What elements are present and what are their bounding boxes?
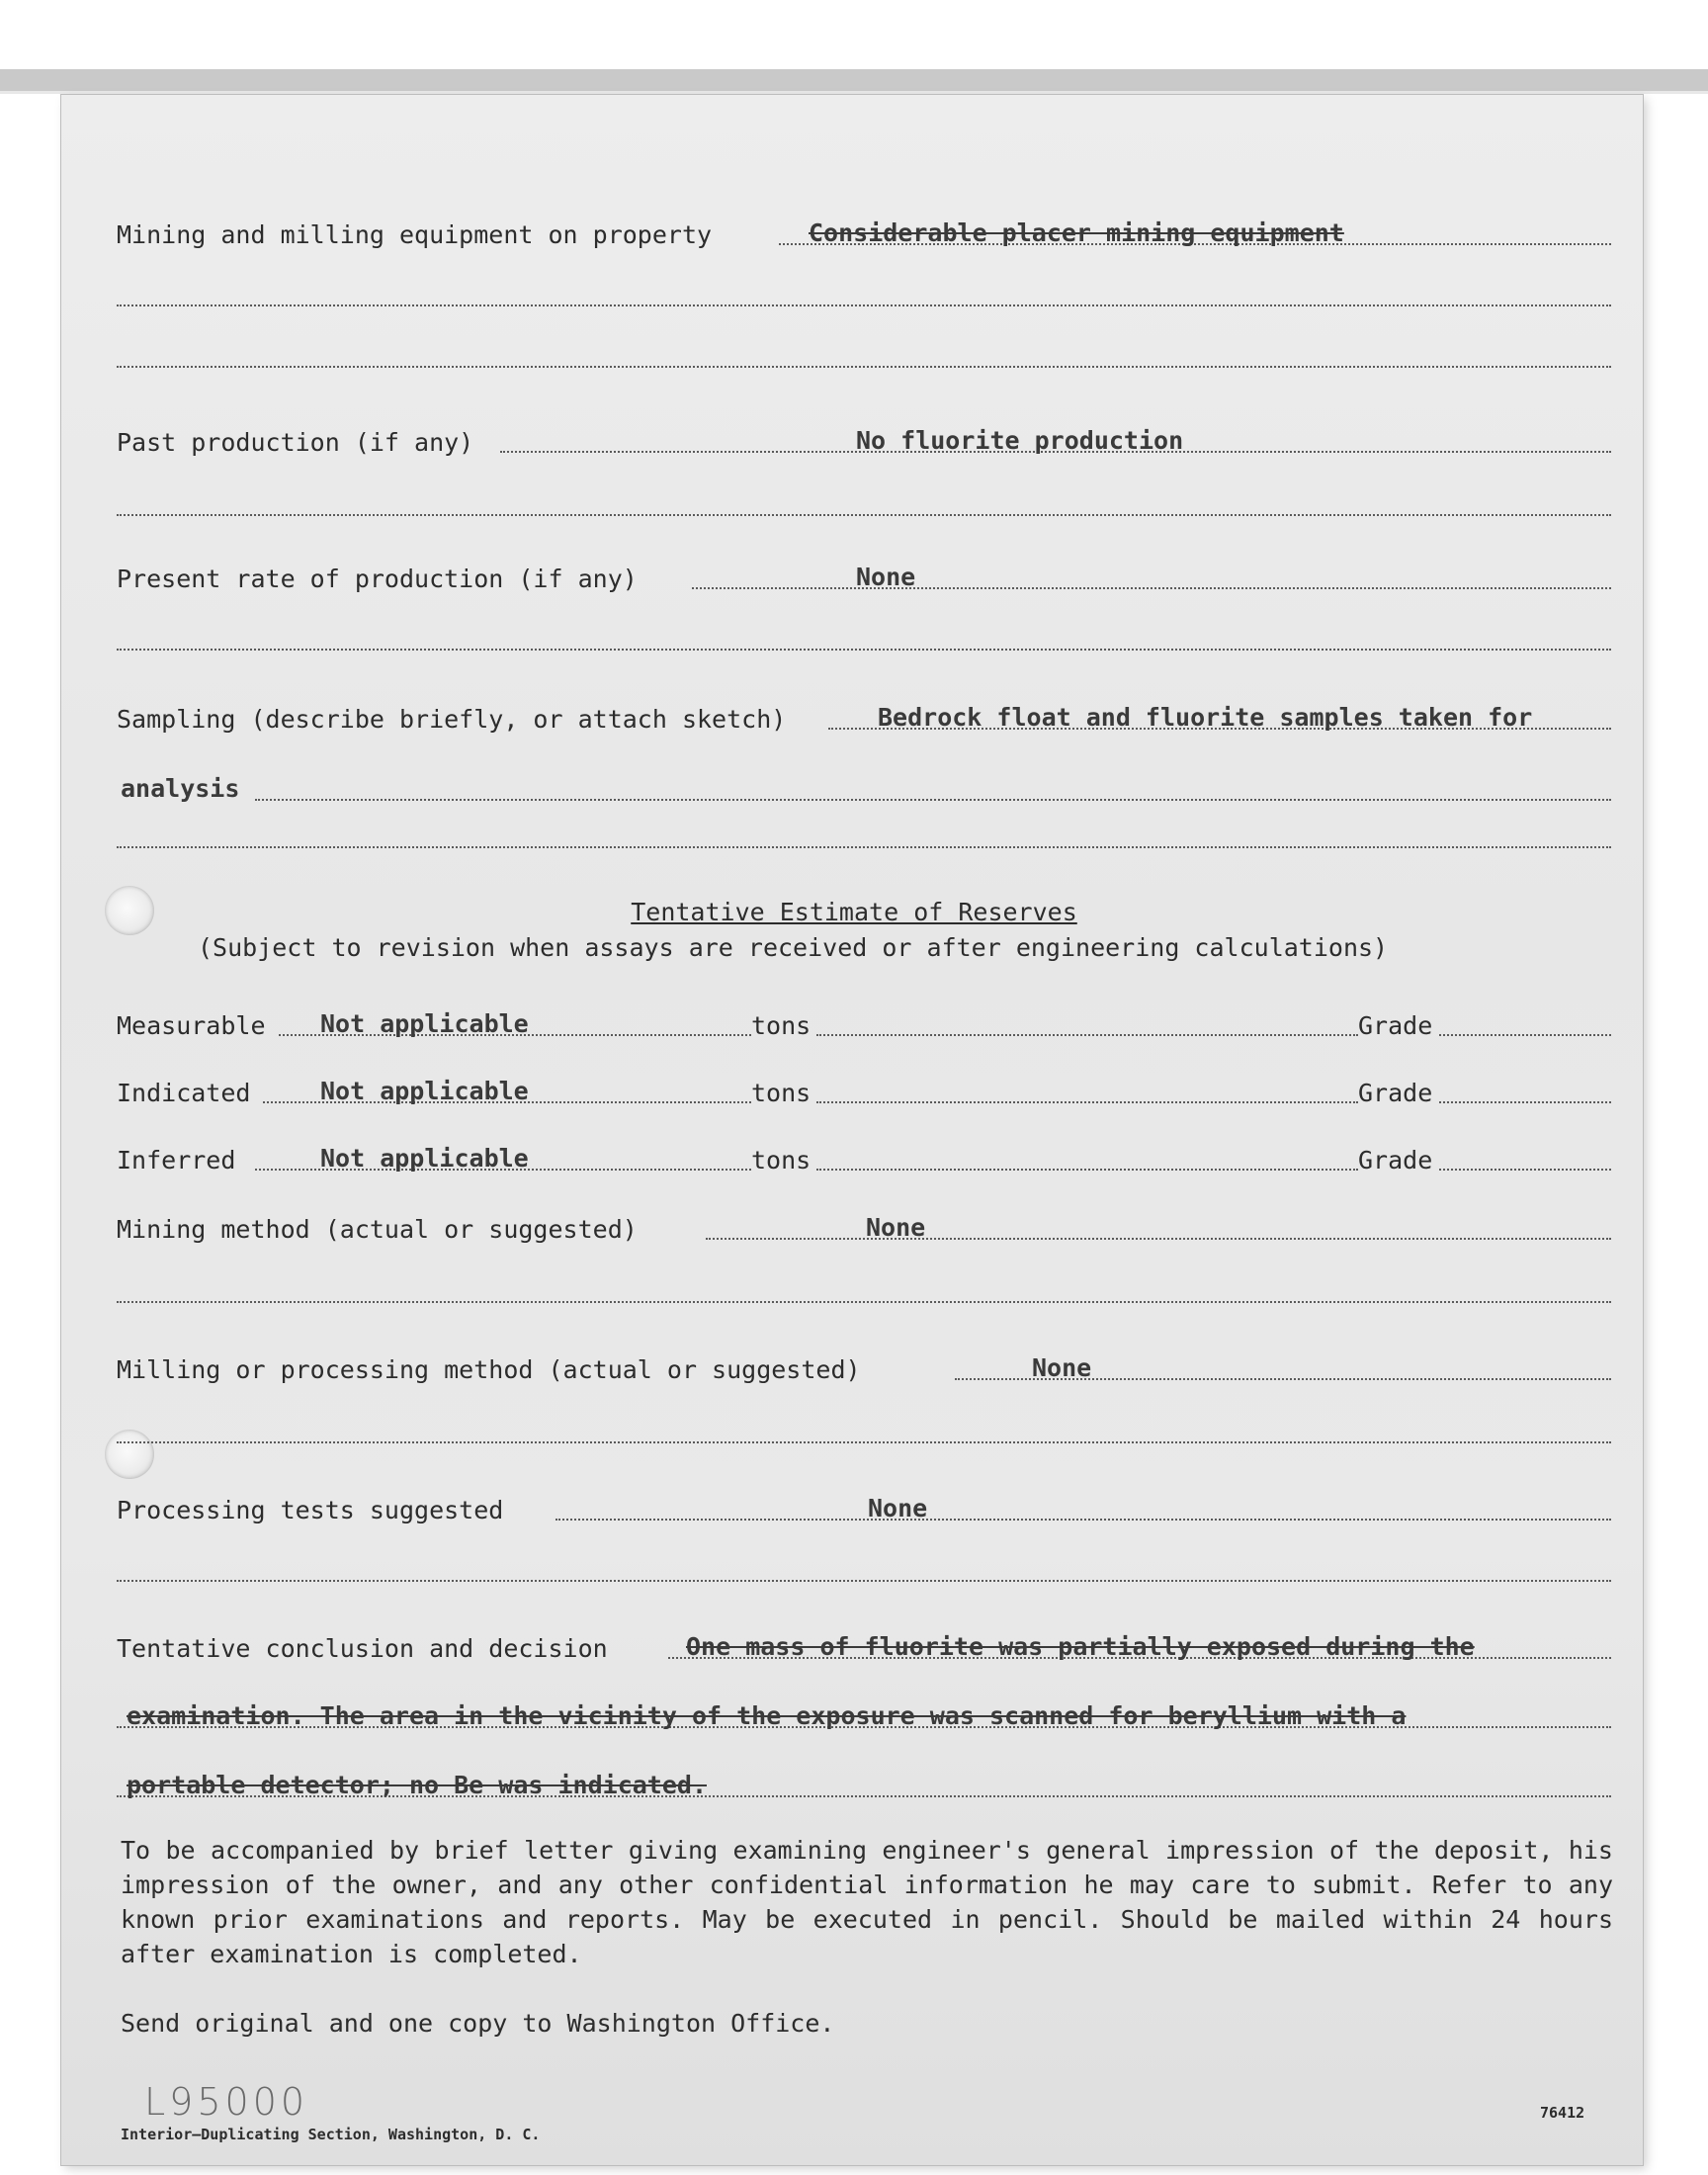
past-production-row: [117, 415, 1611, 461]
equipment-label: Mining and milling equipment on property: [117, 220, 713, 249]
conclusion-row: [117, 1621, 1611, 1667]
reserve-tons-measurable: tons: [751, 1011, 811, 1040]
reserve-label-measurable: Measurable: [117, 1011, 266, 1040]
mining-method-label: Mining method (actual or suggested): [117, 1215, 638, 1244]
handwritten-number: L95000: [144, 2080, 309, 2124]
reserve-value-measurable: Not applicable: [320, 1009, 529, 1038]
processing-tests-value: None: [868, 1494, 928, 1522]
conclusion-row-3: [117, 1760, 1611, 1805]
past-production-label: Past production (if any): [117, 428, 474, 457]
reserve-grade-measurable: Grade: [1358, 1011, 1433, 1040]
scanner-top-band: [0, 69, 1708, 91]
conclusion-label: Tentative conclusion and decision: [117, 1634, 608, 1663]
present-rate-label: Present rate of production (if any): [117, 565, 638, 593]
reserve-grade-inferred: Grade: [1358, 1146, 1433, 1174]
reserve-row-indicated: [117, 1066, 1611, 1111]
processing-tests-blank-line: [117, 1580, 1611, 1582]
milling-method-label: Milling or processing method (actual or suggested): [117, 1355, 861, 1384]
mining-method-blank-line: [117, 1301, 1611, 1303]
reserve-label-indicated: Indicated: [117, 1079, 251, 1107]
processing-tests-dotted-line: [555, 1519, 1611, 1521]
reserve-value-indicated: Not applicable: [320, 1077, 529, 1105]
reserve-value-inferred: Not applicable: [320, 1144, 529, 1173]
present-rate-dotted-line: [692, 587, 1611, 589]
present-rate-blank-line: [117, 649, 1611, 651]
sampling-value-line2: analysis: [121, 774, 240, 803]
conclusion-row-2: [117, 1691, 1611, 1736]
printer-footer: Interior—Duplicating Section, Washington, D. C.: [121, 2126, 541, 2143]
sampling-dotted-line-2: [255, 799, 1611, 801]
sampling-row-2: [117, 763, 1611, 809]
reserve-tons-inferred: tons: [751, 1146, 811, 1174]
sampling-label: Sampling (describe briefly, or attach sketch): [117, 705, 787, 734]
reserve-label-inferred: Inferred: [117, 1146, 236, 1174]
sampling-row: [117, 692, 1611, 738]
equipment-blank-line-2: [117, 366, 1611, 368]
equipment-value: Considerable placer mining equipment: [809, 218, 1344, 247]
instructions-paragraph: To be accompanied by brief letter giving examining engineer's general impression of the deposit, his impression of the owner, and any other confidential information he may care to submit. Refer to any known prior examinations and reports. May be executed in pencil. Should be mailed within 24 hours after examination is completed.: [121, 1836, 1613, 1968]
reserve-row-inferred: [117, 1133, 1611, 1178]
mining-method-value: None: [866, 1213, 926, 1242]
mining-method-row: [117, 1202, 1611, 1248]
past-production-blank-line: [117, 514, 1611, 516]
equipment-blank-line: [117, 304, 1611, 306]
equipment-row: [117, 208, 1611, 253]
present-rate-row: [117, 552, 1611, 597]
milling-method-value: None: [1032, 1353, 1092, 1382]
conclusion-value-line1: One mass of fluorite was partially exposed during the: [686, 1632, 1475, 1661]
send-instructions: Send original and one copy to Washington Office.: [121, 2009, 835, 2038]
reserves-heading: Tentative Estimate of Reserves: [631, 898, 1077, 926]
milling-method-blank-line: [117, 1441, 1611, 1443]
conclusion-value-line3: portable detector; no Be was indicated.: [127, 1771, 707, 1799]
reserve-row-measurable: [117, 999, 1611, 1044]
mining-method-dotted-line: [706, 1238, 1611, 1240]
sampling-value-line1: Bedrock float and fluorite samples taken for: [878, 703, 1533, 732]
past-production-value: No fluorite production: [856, 426, 1184, 455]
punch-hole-lower: [105, 1430, 154, 1479]
processing-tests-row: [117, 1483, 1611, 1528]
conclusion-value-line2: examination. The area in the vicinity of the exposure was scanned for beryllium with a: [127, 1701, 1407, 1730]
scanner-top-line: [0, 91, 1708, 94]
sampling-blank-line: [117, 846, 1611, 848]
reserve-grade-indicated: Grade: [1358, 1079, 1433, 1107]
form-number: 76412: [1540, 2104, 1585, 2122]
processing-tests-label: Processing tests suggested: [117, 1496, 504, 1524]
present-rate-value: None: [856, 563, 916, 591]
reserve-tons-indicated: tons: [751, 1079, 811, 1107]
milling-method-row: [117, 1343, 1611, 1388]
reserves-subheading: (Subject to revision when assays are received or after engineering calculations): [198, 933, 1389, 962]
